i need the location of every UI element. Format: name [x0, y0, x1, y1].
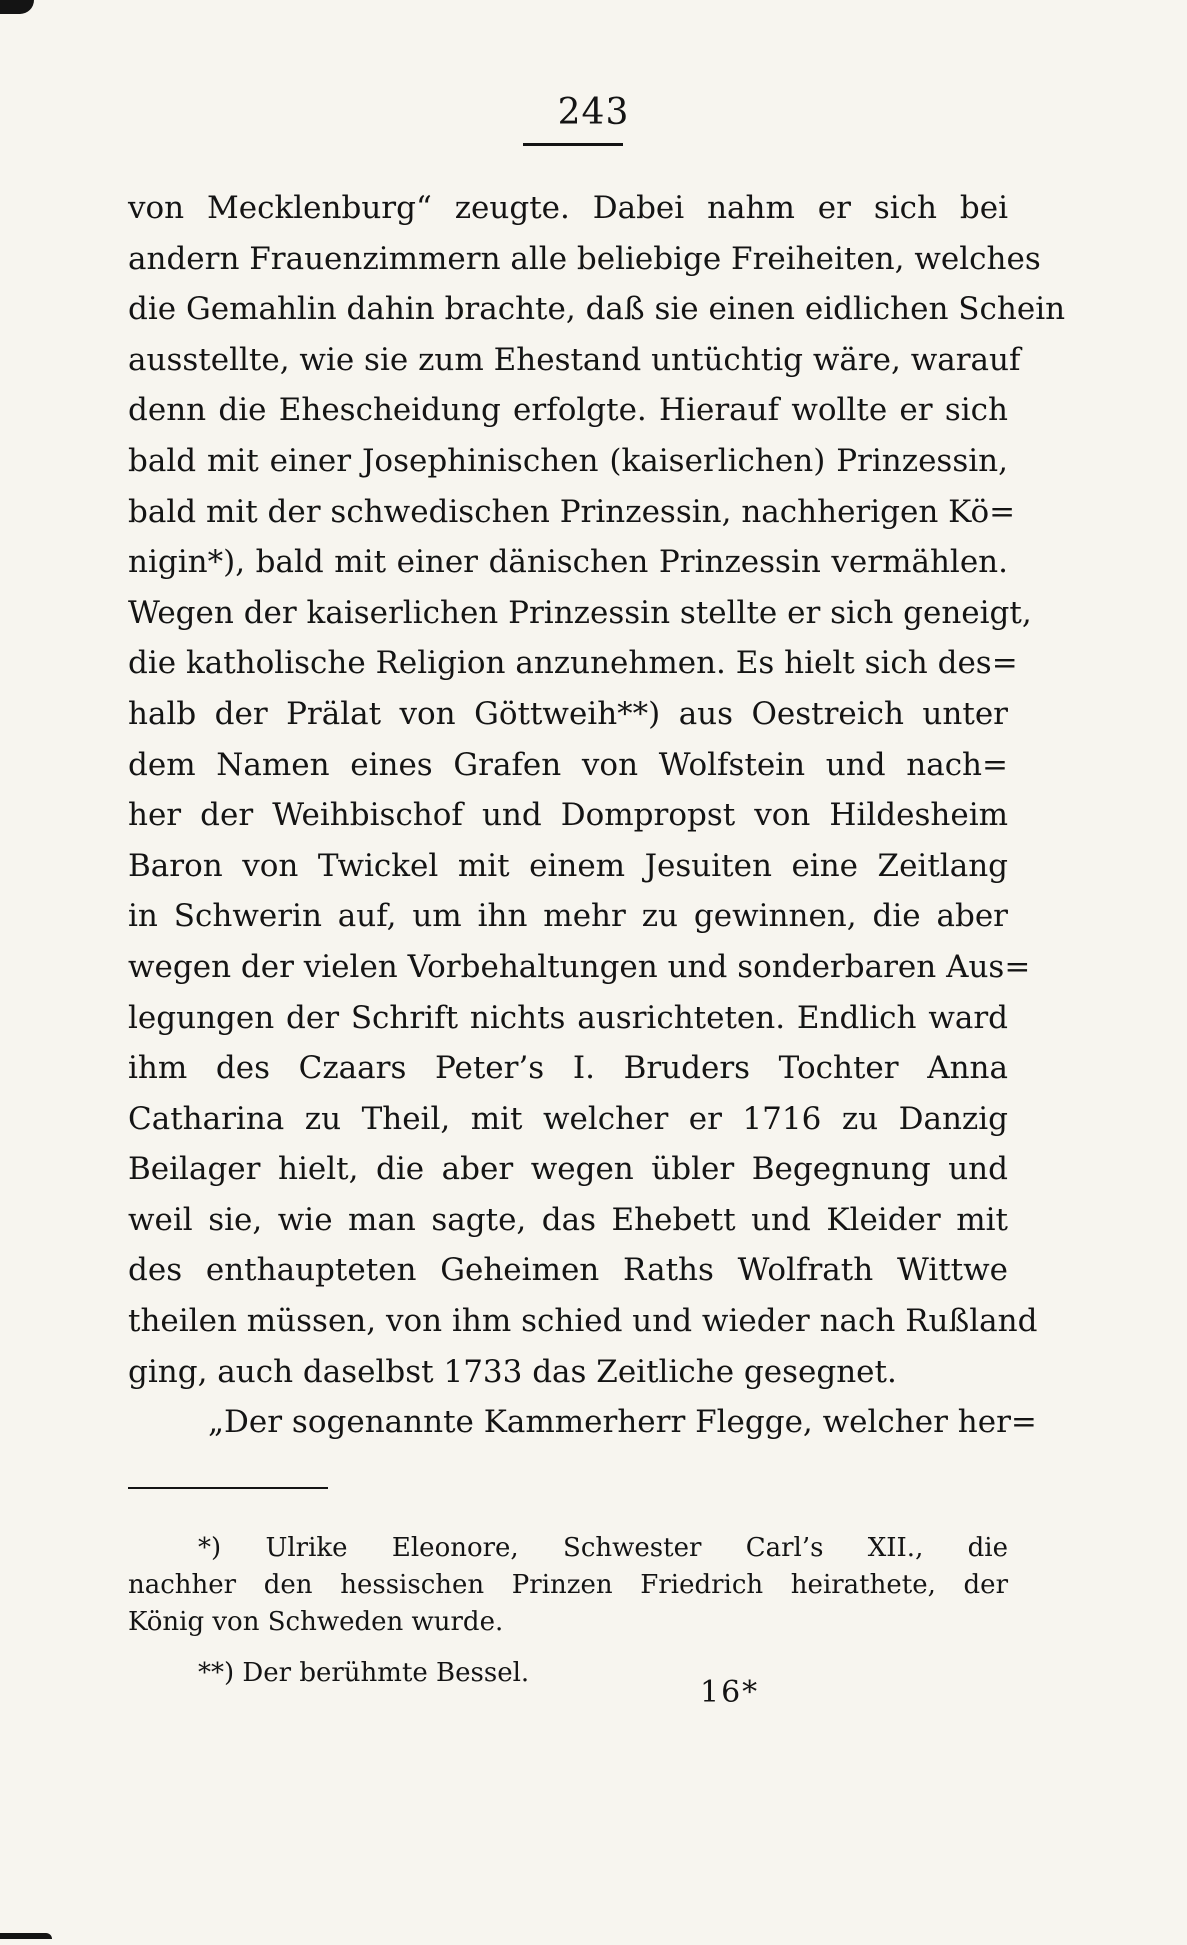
footnote-rule [128, 1487, 328, 1489]
text-line: die katholische Religion anzunehmen. Es hielt sich des= [128, 645, 1018, 682]
text-line: ihm des Czaars Peter’s I. Bruders Tochter Anna [128, 1050, 1008, 1087]
footnote-line: König von Schweden wurde. [128, 1607, 504, 1637]
text-line: des enthaupteten Geheimen Raths Wolfrath Wittwe [128, 1252, 1008, 1289]
page-number-rule [523, 143, 623, 146]
text-line: her der Weihbischof und Dompropst von Hildesheim [128, 797, 1008, 834]
text-line: denn die Ehescheidung erfolgte. Hierauf wollte er sich [128, 392, 1008, 429]
text-line: bald mit einer Josephinischen (kaiserlichen) Prinzessin, [128, 442, 1008, 479]
text-line: in Schwerin auf, um ihn mehr zu gewinnen, die aber [128, 898, 1008, 935]
text-line: die Gemahlin dahin brachte, daß sie einen eidlichen Schein [128, 291, 1066, 328]
footnote-line: nachher den hessischen Prinzen Friedrich heirathete, der [128, 1570, 1008, 1600]
scan-edge-mark-top [0, 0, 34, 14]
text-line: legungen der Schrift nichts ausrichteten. Endlich ward [128, 999, 1008, 1036]
text-line: nigin*), bald mit einer dänischen Prinzessin vermählen. [128, 544, 1008, 581]
page-number: 243 [557, 92, 630, 133]
footnotes [128, 1530, 1008, 1692]
text-line: theilen müssen, von ihm schied und wieder nach Rußland [128, 1303, 1038, 1340]
text-line: Wegen der kaiserlichen Prinzessin stellte er sich geneigt, [128, 594, 1032, 631]
text-line: bald mit der schwedischen Prinzessin, nachherigen Kö= [128, 493, 1016, 530]
text-line: ausstellte, wie sie zum Ehestand untüchtig wäre, warauf [128, 341, 1021, 378]
body-text [128, 183, 1066, 1448]
text-line: von Mecklenburg“ zeugte. Dabei nahm er sich bei [128, 190, 1008, 226]
text-line: halb der Prälat von Göttweih**) aus Oestreich unter [128, 695, 1008, 732]
text-line: dem Namen eines Grafen von Wolfstein und nach= [128, 746, 1008, 783]
text-line: Catharina zu Theil, mit welcher er 1716 zu Danzig [128, 1100, 1008, 1137]
text-line: Beilager hielt, die aber wegen übler Begegnung und [128, 1151, 1008, 1188]
text-line: Baron von Twickel mit einem Jesuiten eine Zeitlang [128, 847, 1008, 884]
text-line: „Der sogenannte Kammerherr Flegge, welcher her= [208, 1404, 1037, 1441]
scan-edge-mark-bottom [0, 1933, 52, 1939]
footnote-line: *) Ulrike Eleonore, Schwester Carl’s XII., die [198, 1533, 1008, 1563]
text-line: wegen der vielen Vorbehaltungen und sonderbaren Aus= [128, 948, 1031, 985]
footnote-line: **) Der berühmte Bessel. [198, 1658, 530, 1688]
text-line: ging, auch daselbst 1733 das Zeitliche gesegnet. [128, 1353, 897, 1390]
text-line: andern Frauenzimmern alle beliebige Freiheiten, welches [128, 240, 1041, 277]
signature-mark: 16* [700, 1675, 760, 1710]
text-line: weil sie, wie man sagte, das Ehebett und Kleider mit [128, 1201, 1008, 1238]
